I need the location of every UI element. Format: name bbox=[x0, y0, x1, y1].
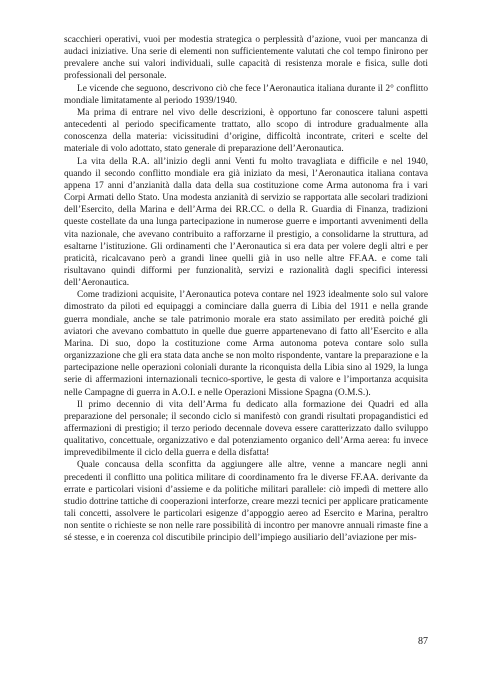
paragraph: Il primo decennio di vita dell’Arma fu dedicato alla formazione dei Quadri ed alla preparazione del personale; il secondo ciclo si manifestò con grandi risultati propagandistici ed affermazioni di prestigio; il terzo periodo decennale doveva essere caratterizzato dallo sviluppo qualitativo, concettuale, organizzativo e dal potenziamento organico dell’Arma aerea: fu invece imprevedibilmente il ciclo della guerra e della disfatta! bbox=[64, 399, 428, 459]
paragraph-continued: scacchieri operativi, vuoi per modestia strategica o perplessità d’azione, vuoi per mancanza di audaci iniziative. Una serie di elementi non sufficientemente valutati che col tempo finirono per prevalere anche sui valori individuali, sulle capacità di resistenza morale e fisica, sulle doti professionali del personale. bbox=[64, 35, 428, 82]
paragraph: Come tradizioni acquisite, l’Aeronautica poteva contare nel 1923 idealmente solo sul valore dimostrato da piloti ed equipaggi a cominciare dalla guerra di Libia del 1911 e nella grande guerra mondiale, anche se tale patrimonio morale era stato assimilato per eredità poiché gli aviatori che avevano combattuto in quelle due guerre appartenevano di fatto all’Esercito e alla Marina. Di suo, dopo la costituzione come Arma autonoma poteva contare solo sulla organizzazione che gli era stata data anche se non molto rispondente, vantare la preparazione e la partecipazione nelle operazioni coloniali durante la riconquista della Libia sino al 1929, la lunga serie di affermazioni internazionali tecnico-sportive, le gesta di valore e l’importanza acquisita nelle Campagne di guerra in A.O.I. e nelle Operazioni Missione Spagna (O.M.S.). bbox=[64, 290, 428, 398]
body-text bbox=[64, 34, 428, 545]
paragraph: Ma prima di entrare nel vivo delle descrizioni, è opportuno far conoscere taluni aspetti antecedenti al periodo specificamente trattato, allo scopo di introdure gradualmente alla conoscenza della materia: vicissitudini d’origine, difficoltà incontrate, criteri e scelte del materiale di volo adottato, stato generale di preparazione dell’Aeronautica. bbox=[64, 107, 428, 155]
paragraph: La vita della R.A. all’inizio degli anni Venti fu molto travagliata e difficile e nel 1940, quando il secondo conflitto mondiale era già iniziato da mesi, l’Aeronautica italiana contava appena 17 anni d’anzianità dalla data della sua costituzione come Arma autonoma fra i vari Corpi Armati dello Stato. Una modesta anzianità di servizio se rapportata alle secolari tradizioni dell’Esercito, della Marina e dell’Arma dei RR.CC. o della R. Guardia di Finanza, tradizioni queste costellate da una lunga partecipazione in numerose guerre e importanti avvenimenti della vita nazionale, che avevano contribuito a rafforzarne il prestigio, a consolidarne la struttura, ad esaltarne l’istituzione. Gli ordinamenti che l’Aeronautica si era data per volere degli altri e per praticità, ricalcavano però a grandi linee quelli già in uso nelle altre FF.AA. e come tali risultavano quindi difformi per funzionalità, servizi e razionalità dagli specifici interessi dell’Aeronautica. bbox=[64, 156, 428, 289]
paragraph: Le vicende che seguono, descrivono ciò che fece l’Aeronautica italiana durante il 2° conflitto mondiale limitatamente al periodo 1939/1940. bbox=[64, 83, 428, 106]
page-number: 87 bbox=[418, 636, 428, 647]
paragraph: Quale concausa della sconfitta da aggiungere alle altre, venne a mancare negli anni precedenti il conflitto una politica militare di coordinamento fra le diverse FF.AA. derivante da errate e particolari visioni d’assieme e da politiche militari parallele: ciò impedì di mettere allo studio dottrine tattiche di cooperazioni interforze, creare mezzi tecnici per applicare praticamente tali concetti, assolvere le particolari esigenze d’appoggio aereo ad Esercito e Marina, peraltro non sentite o richieste se non nelle rare possibilità di incontro per manovre annuali rimaste fine a sé stesse, e in coerenza col discutibile principio dell’impiego ausiliario dell’aviazione per mis- bbox=[64, 460, 428, 544]
